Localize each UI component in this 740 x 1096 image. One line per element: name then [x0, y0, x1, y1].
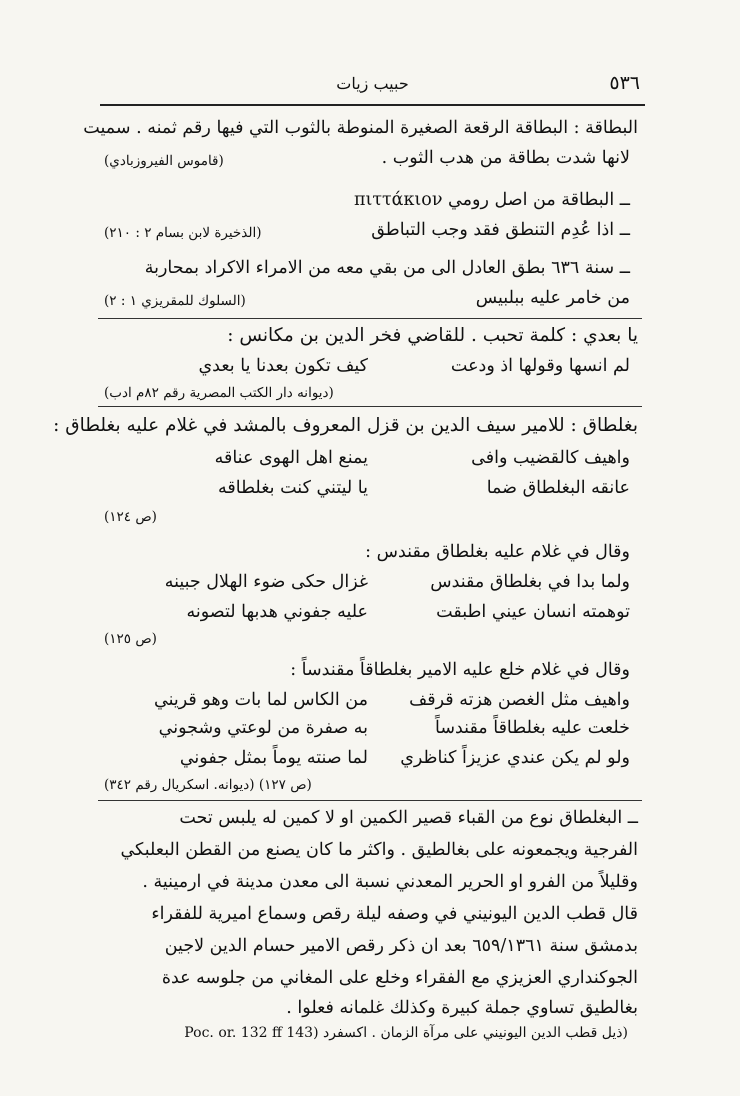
- source-citation: (ص ١٢٥): [104, 631, 157, 647]
- note-line: بغالطيق تساوي جملة كبيرة وكذلك غلمانه فعلوا .: [286, 998, 638, 1018]
- source-citation: (ص ١٢٤): [104, 509, 157, 525]
- page-number: ٥٣٦: [609, 72, 640, 94]
- note-line: وقليلاً من الفرو او الحرير المعدني نسبة الى معدن مدينة في ارمينية .: [142, 872, 638, 892]
- entry-bughlutaq-intro-3: وقال في غلام خلع عليه الامير بغلطاقاً مقندساً :: [290, 660, 630, 680]
- entry-yaba3di-intro: يا بعدي : كلمة تحبب . للقاضي فخر الدين بن مكانس :: [227, 325, 638, 346]
- source-citation: (ص ١٢٧) (ديوانه. اسكريال رقم ٣٤٢): [104, 777, 312, 793]
- verse-right: ولو لم يكن عندي عزيزاً كناظري: [400, 748, 630, 768]
- source-citation: (السلوك للمقريزي ١ : ٢): [104, 293, 246, 309]
- running-title: حبيب زيات: [336, 74, 409, 93]
- section-divider: [98, 318, 642, 319]
- entry-bitaqa-item-1: ــ البطاقة من اصل رومي πιττάκιον: [353, 190, 630, 210]
- note-line: ــ البغلطاق نوع من القباء قصير الكمين او لا كمين له يلبس تحت: [179, 808, 638, 828]
- note-line: الفرجية ويجمعونه على بغالطيق . واكثر ما كان يصنع من القطن البعلبكي: [120, 840, 638, 860]
- verse-right: ولما بدا في بغلطاق مقندس: [430, 572, 630, 592]
- source-citation: (قاموس الفيروزبادي): [104, 153, 224, 169]
- section-divider: [98, 406, 642, 407]
- verse-right: واهيف كالقضيب وافى: [471, 448, 630, 468]
- entry-bitaqa-line-2: لانها شدت بطاقة من هدب الثوب .: [381, 148, 630, 168]
- entry-bitaqa-sanah-1: ــ سنة ٦٣٦ بطق العادل الى من بقي معه من الامراء الاكراد بمحاربة: [144, 258, 630, 278]
- section-divider: [98, 800, 642, 801]
- header-rule: [100, 104, 645, 106]
- verse-right: خلعت عليه بغلطاقاً مقندساً: [434, 718, 630, 738]
- note-source-latin: Poc. or. 132 ff 143): [184, 1025, 319, 1041]
- verse-left: من الكاس لما بات وهو قريني: [154, 690, 368, 710]
- verse-left: يا ليتني كنت بغلطاقه: [218, 478, 368, 498]
- verse-left: لما صنته يوماً بمثل جفوني: [179, 748, 368, 768]
- verse-left: كيف تكون بعدنا يا بعدي: [198, 356, 368, 376]
- entry-bitaqa-item-2: ــ اذا عُدِم التنطق فقد وجب التباطق: [371, 220, 630, 240]
- entry-bughlutaq-intro: بغلطاق : للامير سيف الدين بن قزل المعروف بالمشد في غلام عليه بغلطاق :: [53, 415, 638, 436]
- verse-right: لم انسها وقولها اذ ودعت: [450, 356, 630, 376]
- verse-left: يمنع اهل الهوى عناقه: [214, 448, 368, 468]
- verse-right: عانقه البغلطاق ضما: [486, 478, 630, 498]
- source-citation: (الذخيرة لابن بسام ٢ : ٢١٠): [104, 225, 262, 241]
- note-line: الجوكنداري العزيزي مع الفقراء وخلع على المغاني من جلوسه عدة: [161, 968, 638, 988]
- page-header: [105, 72, 640, 100]
- verse-left: غزال حكى ضوء الهلال جبينه: [164, 572, 368, 592]
- verse-right: واهيف مثل الغصن هزته قرقف: [409, 690, 630, 710]
- verse-left: به صفرة من لوعتي وشجوني: [158, 718, 368, 738]
- entry-bitaqa-line-1: البطاقة : البطاقة الرقعة الصغيرة المنوطة بالثوب التي فيها رقم ثمنه . سميت: [83, 118, 638, 138]
- note-line: بدمشق سنة ٦٥٩/١٣٦١ بعد ان ذكر رقص الامير حسام الدين لاجين: [164, 936, 638, 956]
- entry-bitaqa-sanah-2: من خامر عليه ببلبيس: [475, 288, 630, 308]
- verse-right: توهمته انسان عيني اطبقت: [436, 602, 630, 622]
- source-citation: (ديوانه دار الكتب المصرية رقم ٨٢م ادب): [104, 385, 334, 401]
- entry-bughlutaq-intro-2: وقال في غلام عليه بغلطاق مقندس :: [365, 542, 630, 562]
- note-line: قال قطب الدين اليونيني في وصفه ليلة رقص وسماع اميرية للفقراء: [151, 904, 638, 924]
- note-source: [184, 1024, 628, 1042]
- verse-left: عليه جفوني هدبها لتصونه: [186, 602, 368, 622]
- note-source-arabic: (ذيل قطب الدين اليونيني على مرآة الزمان . اكسفرد: [323, 1025, 628, 1041]
